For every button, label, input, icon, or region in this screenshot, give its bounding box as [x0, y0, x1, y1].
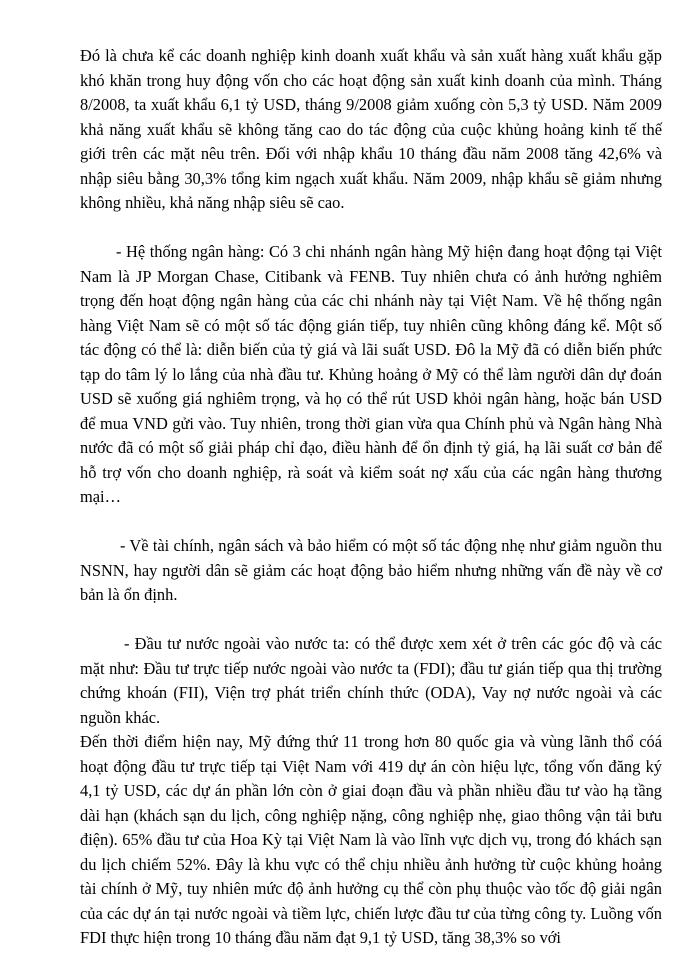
paragraph-banking-system: - Hệ thống ngân hàng: Có 3 chi nhánh ngân hàng Mỹ hiện đang hoạt động tại Việt Nam là JP Morgan Chase, Citibank và FENB. Tuy nhiên chưa có ảnh hưởng nghiêm trọng đến hoạt động ngân hàng của các chi nhánh này tại Việt Nam. Về hệ thống ngân hàng Việt Nam sẽ có một số tác động gián tiếp, tuy nhiên cũng không đáng kể. Một số tác động có thể là: diễn biến của tỷ giá và lãi suất USD. Đô la Mỹ đã có diễn biến phức tạp do tâm lý lo lắng của nhà đầu tư. Khủng hoảng ở Mỹ có thể làm người dân dự đoán USD sẽ xuống giá nghiêm trọng, và họ có thể rút USD khỏi ngân hàng, hoặc bán USD để mua VND gửi vào. Tuy nhiên, trong thời gian vừa qua Chính phủ và Ngân hàng Nhà nước đã có một số giải pháp chỉ đạo, điều hành để ổn định tỷ giá, hạ lãi suất cơ bản để hỗ trợ vốn cho doanh nghiệp, rà soát và kiểm soát nợ xấu của các ngân hàng thương mại… — [80, 242, 662, 506]
paragraph-export-import: Đó là chưa kể các doanh nghiệp kinh doanh xuất khẩu và sản xuất hàng xuất khẩu gặp khó khăn trong huy động vốn cho các hoạt động sản xuất kinh doanh của mình. Tháng 8/2008, ta xuất khẩu 6,1 tỷ USD, tháng 9/2008 giảm xuống còn 5,3 tỷ USD. Năm 2009 khả năng xuất khẩu sẽ không tăng cao do tác động của cuộc khủng hoảng kinh tế thế giới trên các mặt nêu trên. Đối với nhập khẩu 10 tháng đầu năm 2008 tăng 42,6% và nhập siêu bằng 30,3% tổng kim ngạch xuất khẩu. Năm 2009, nhập khẩu sẽ giảm nhưng không nhiều, khả năng nhập siêu sẽ cao. — [80, 46, 662, 212]
paragraph-finance-budget-insurance: - Về tài chính, ngân sách và bảo hiểm có một số tác động nhẹ như giảm nguồn thu NSNN, hay người dân sẽ giảm các hoạt động bảo hiểm nhưng những vấn đề này về cơ bản là ổn định. — [80, 536, 662, 604]
document-body — [80, 44, 662, 951]
paragraph-us-fdi: Đến thời điểm hiện nay, Mỹ đứng thứ 11 trong hơn 80 quốc gia và vùng lãnh thổ cóá hoạt động đầu tư trực tiếp tại Việt Nam với 419 dự án còn hiệu lực, tổng vốn đăng ký 4,1 tỷ USD, các dự án phần lớn còn ở giai đoạn đầu và phần nhiều đầu tư vào hạ tầng dài hạn (khách sạn du lịch, công nghiệp nặng, công nghiệp nhẹ, giao thông vận tải bưu điện). 65% đầu tư của Hoa Kỳ tại Việt Nam là vào lĩnh vực dịch vụ, trong đó khách sạn du lịch chiếm 52%. Đây là khu vực có thể chịu nhiều ảnh hưởng từ cuộc khủng hoảng tài chính ở Mỹ, tuy nhiên mức độ ảnh hưởng cụ thể còn phụ thuộc vào tốc độ giải ngân của các dự án tại nước ngoài và tiềm lực, chiến lược đầu tư của từng công ty. Luồng vốn FDI thực hiện trong 10 tháng đầu năm đạt 9,1 tỷ USD, tăng 38,3% so với — [80, 732, 662, 947]
paragraph-foreign-investment: - Đầu tư nước ngoài vào nước ta: có thể được xem xét ở trên các góc độ và các mặt như: Đầu tư trực tiếp nước ngoài vào nước ta (FDI); đầu tư gián tiếp qua thị trường chứng khoán (FII), Viện trợ phát triển chính thức (ODA), Vay nợ nước ngoài và các nguồn khác. — [80, 634, 662, 727]
